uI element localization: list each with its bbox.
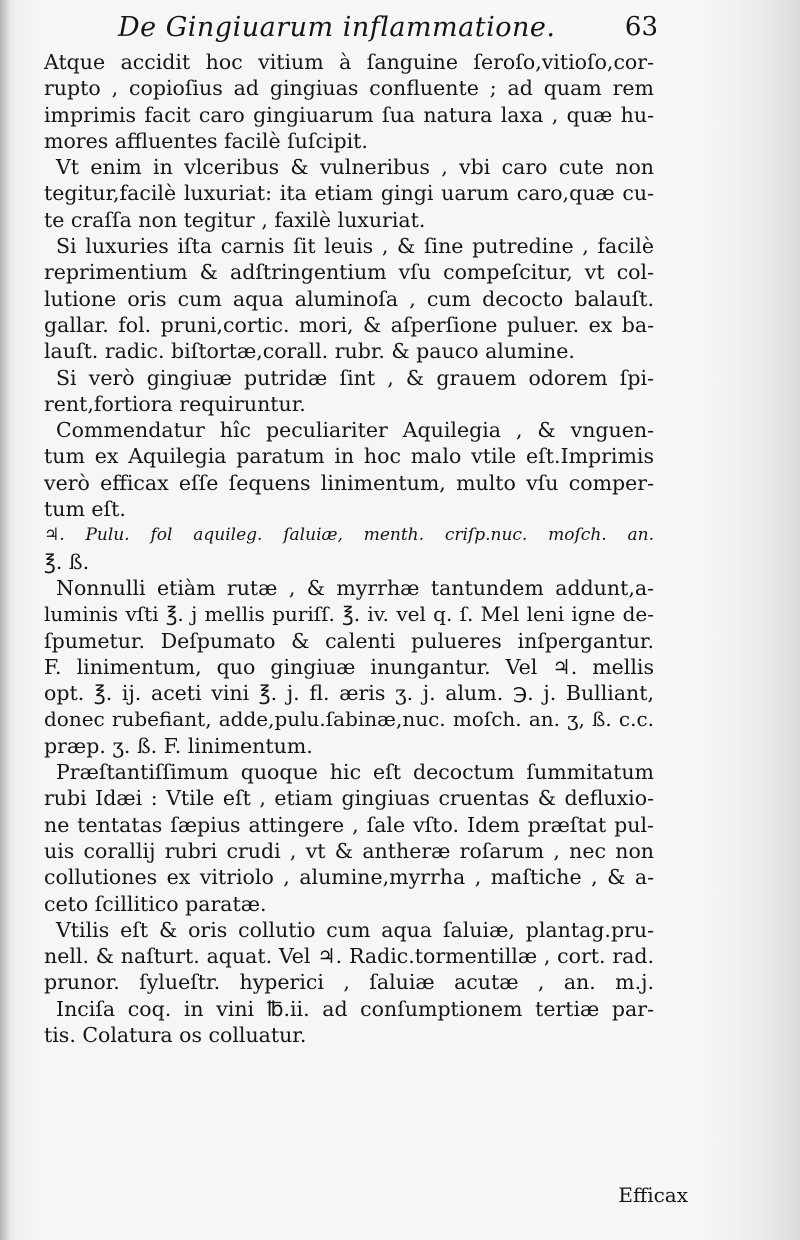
text-line: Præſtantiſſimum quoque hic eſt decoctum ſummitatum xyxy=(56,760,654,785)
text-line: gallar. fol. pruni,cortic. mori, & aſperſione puluer. ex ba- xyxy=(44,312,654,337)
text-line: luminis vſti ℥. j mellis puriſſ. ℥. iv. vel q. ſ. Mel leni igne de- xyxy=(44,602,654,627)
text-line: reprimentium & adſtringentium vſu compeſcitur, vt col- xyxy=(44,260,654,285)
text-line: tum eſt. xyxy=(44,497,126,522)
text-line: Si verò gingiuæ putridæ ſint , & grauem odorem ſpi- xyxy=(56,365,654,390)
text-line: Inciſa coq. in vini ℔.ii. ad conſumptionem tertiæ par- xyxy=(56,996,654,1021)
text-line: ſpumetur. Deſpumato & calenti pulueres inſpergantur. xyxy=(44,628,654,653)
text-line: Si luxuries iſta carnis ſit leuis , & ſine putredine , facilè xyxy=(56,234,654,259)
text-line: ceto ſcillitico paratæ. xyxy=(44,891,267,916)
text-line: Vt enim in vlceribus & vulneribus , vbi caro cute non xyxy=(56,155,654,180)
text-line: uis corallij rubri crudi , vt & antheræ roſarum , nec non xyxy=(44,838,654,863)
text-line: lauſt. radic. biſtortæ,corall. rubr. & pauco alumine. xyxy=(44,339,575,364)
text-line: præp. ʒ. ß. F. linimentum. xyxy=(44,733,313,758)
text-line: rupto , copioſius ad gingiuas confluente ; ad quam rem xyxy=(44,76,654,101)
text-line: lutione oris cum aqua aluminoſa , cum decocto balauſt. xyxy=(44,286,654,311)
text-line: verò efficax eſſe ſequens linimentum, multo vſu comper- xyxy=(44,470,654,495)
text-line: rent,fortiora requiruntur. xyxy=(44,391,306,416)
text-line: Vtilis eſt & oris collutio cum aqua ſaluiæ, plantag.pru- xyxy=(56,917,654,942)
text-line: opt. ℥. ij. aceti vini ℥. j. fl. æris ʒ. j. alum. ℈. j. Bulliant, xyxy=(44,681,654,706)
text-line: te craſſa non tegitur , faxilè luxuriat. xyxy=(44,207,426,232)
text-line: tum ex Aquilegia paratum in hoc malo vtile eſt.Imprimis xyxy=(44,444,654,469)
text-line: ne tentatas ſæpius attingere , ſale vſto. Idem præſtat pul- xyxy=(44,812,654,837)
text-line: prunor. ſylueſtr. hyperici , ſaluiæ acutæ , an. m.j. xyxy=(44,970,654,995)
page-number: 63 xyxy=(624,12,658,42)
text-line: Commendatur hîc peculiariter Aquilegia , & vnguen- xyxy=(56,418,654,443)
text-line: donec rubefiant, adde,pulu.ſabinæ,nuc. moſch. an. ʒ, ß. c.c. xyxy=(44,707,654,732)
text-line: tis. Colatura os colluatur. xyxy=(44,1022,307,1047)
page-header xyxy=(118,8,658,48)
text-line: mores affluentes facilè ſuſcipit. xyxy=(44,128,368,153)
text-line: collutiones ex vitriolo , alumine,myrrha , maſtiche , & a- xyxy=(44,865,654,890)
text-line: F. linimentum, quo gingiuæ inungantur. Vel ♃. mellis xyxy=(44,654,654,679)
body-text xyxy=(44,49,654,1048)
running-title: De Gingiuarum inflammatione. xyxy=(118,12,556,43)
text-line: rubi Idæi : Vtile eſt , etiam gingiuas cruentas & defluxio- xyxy=(44,786,654,811)
text-line: imprimis facit caro gingiuarum ſua natura laxa , quæ hu- xyxy=(44,102,654,127)
page-gutter-shadow xyxy=(0,0,10,1240)
text-line: Atque accidit hoc vitium à ſanguine ſeroſo,vitioſo,cor- xyxy=(44,50,654,74)
catchword: Efficax xyxy=(618,1183,688,1207)
recipe-line: ♃. Pulu. fol aquileg. ſaluiæ, menth. criſp.nuc. moſch. an. xyxy=(44,525,654,546)
text-line: nell. & naſturt. aquat. Vel ♃. Radic.tormentillæ , cort. rad. xyxy=(44,944,654,969)
text-line: ℥. ß. xyxy=(44,549,90,574)
text-line: tegitur,facilè luxuriat: ita etiam gingi uarum caro,quæ cu- xyxy=(44,181,654,206)
text-line: Nonnulli etiàm rutæ , & myrrhæ tantundem addunt,a- xyxy=(56,575,654,600)
